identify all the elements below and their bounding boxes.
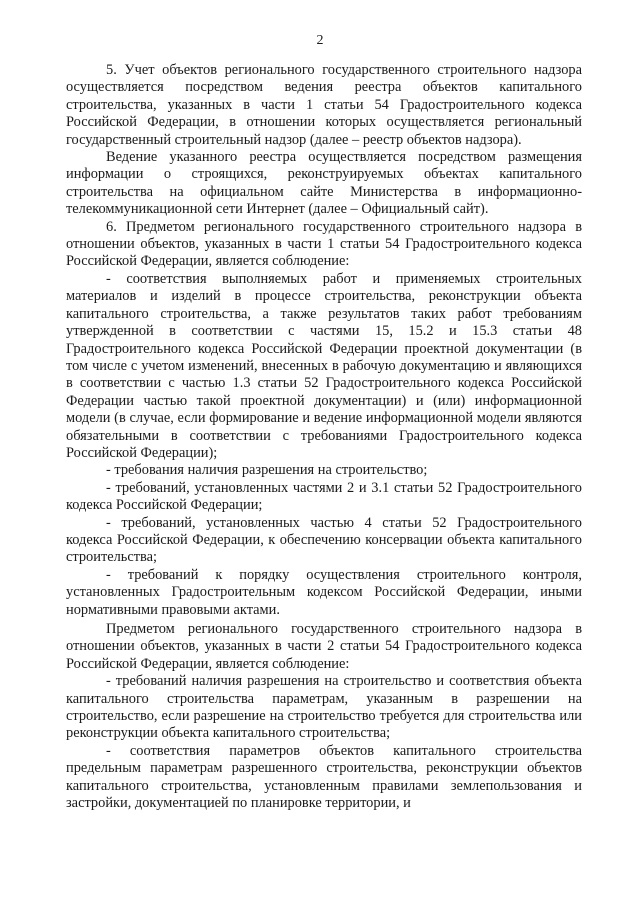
list-item-conformity-works: - соответствия выполняемых работ и применяемых строительных материалов и изделий в процессе строительства, реконструкции объекта капитального строительства, а также результатов таких работ требованиям утвержденной в соответствии с частями 15, 15.2 и 15.3 статьи 48 Градостроительного кодекса Российской Федерации проектной документации (в том числе с учетом изменений, внесенных в рабочую документацию и являющихся в соответствии с частью 1.3 статьи 52 Градостроительного кодекса Российской Федерации частью такой проектной документации) и (или) информационной модели (в случае, если формирование и ведение информационной модели являются обязательными в соответствии с требованиями Градостроительного кодекса Российской Федерации); xyxy=(66,270,582,461)
list-item-construction-control: - требований к порядку осуществления строительного контроля, установленных Градостроительным кодексом Российской Федерации, иными нормативными правовыми актами. xyxy=(66,566,582,618)
list-item-conservation: - требований, установленных частью 4 статьи 52 Градостроительного кодекса Российской Федерации, к обеспечению консервации объекта капитального строительства; xyxy=(66,514,582,566)
paragraph-part-2-subject: Предметом регионального государственного строительного надзора в отношении объектов, указанных в части 2 статьи 54 Градостроительного кодекса Российской Федерации, является соблюдение: xyxy=(66,621,582,672)
paragraph-registry-maintenance: Ведение указанного реестра осуществляется посредством размещения информации о строящихся, реконструируемых объектах капитального строительства на официальном сайте Министерства в информационно-телекоммуникационной сети Интернет (далее – Официальный сайт). xyxy=(66,149,582,218)
list-item-permit-parameters: - требований наличия разрешения на строительство и соответствия объекта капитального строительства параметрам, указанным в разрешении на строительство, если разрешение на строительство требуется для строительства или реконструкции объекта капитального строительства; xyxy=(66,673,582,742)
list-item-permit: - требования наличия разрешения на строительство; xyxy=(106,462,428,479)
document-body xyxy=(66,62,582,812)
list-item-parts-2-3-1: - требований, установленных частями 2 и 3.1 статьи 52 Градостроительного кодекса Российской Федерации; xyxy=(66,479,582,514)
page-number: 2 xyxy=(316,33,324,48)
paragraph-6-subject: 6. Предметом регионального государственного строительного надзора в отношении объектов, указанных в части 1 статьи 54 Градостроительного кодекса Российской Федерации, является соблюдение: xyxy=(66,218,582,270)
paragraph-5-registry: 5. Учет объектов регионального государственного строительного надзора осуществляется посредством ведения реестра объектов капитального строительства, указанных в части 1 статьи 54 Градостроительного кодекса Российской Федерации, в отношении которых осуществляется региональный государственный строительный надзор (далее – реестр объектов надзора). xyxy=(66,62,582,148)
list-item-limit-parameters: - соответствия параметров объектов капитального строительства предельным параметрам разрешенного строительства, реконструкции объектов капитального строительства, установленным правилами землепользования и застройки, документацией по планировке территории, и xyxy=(66,742,582,812)
